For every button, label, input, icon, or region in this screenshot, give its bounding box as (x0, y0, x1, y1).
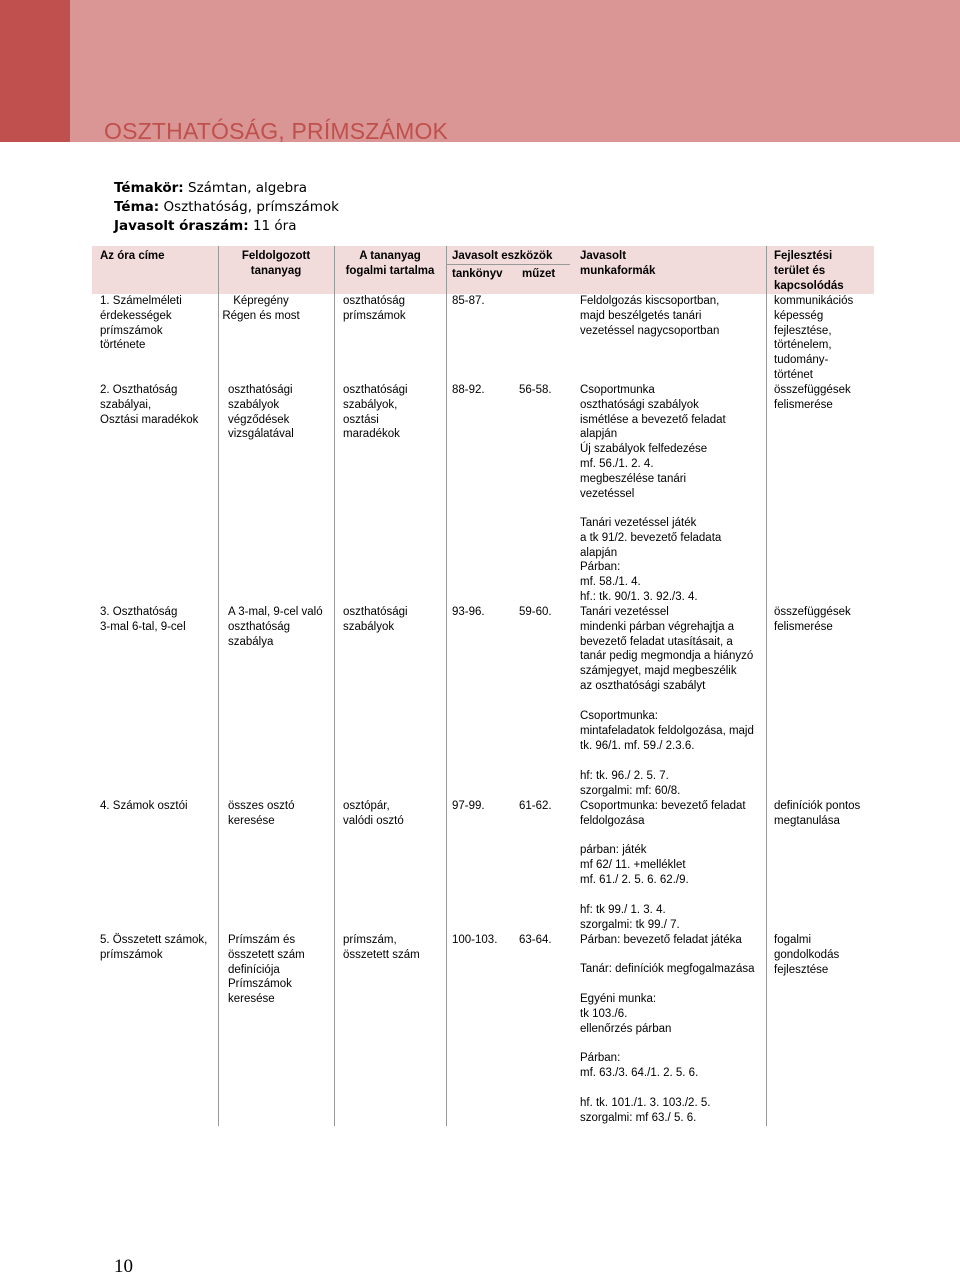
header-tools: Javasolt eszközök (452, 250, 553, 262)
lesson-material: Prímszám és összetett szám definíciója Prímszámok keresése (228, 934, 305, 1006)
homework: hf. tk. 101./1. 3. 103./2. 5. szorgalmi: mf 63./ 5. 6. (580, 1097, 711, 1124)
lesson-title: 3. Oszthatóság 3-mal 6-tal, 9-cel (100, 606, 186, 633)
workbook-pages: 59-60. (519, 606, 552, 618)
header-work-forms: Javasolt munkaformák (580, 250, 656, 277)
homework: hf: tk 99./ 1. 3. 4. szorgalmi: tk 99./ 7. (580, 904, 680, 931)
header-band-accent (0, 0, 70, 142)
theme-value: Oszthatóság, prímszámok (163, 199, 339, 215)
pair-work: Párban: mf. 63./3. 64./1. 2. 5. 6. (580, 1052, 699, 1079)
development-area: fogalmi gondolkodás fejlesztése (774, 934, 840, 976)
lesson-concepts: prímszám, összetett szám (343, 934, 420, 961)
header-concepts: A tananyag fogalmi tartalma (345, 250, 435, 277)
hours-value: 11 óra (252, 218, 297, 234)
header-workbook: műzet (522, 268, 556, 280)
development-area: kommunikációs képesség fejlesztése, történelem, tudomány- történet (774, 295, 854, 381)
column-divider (766, 246, 767, 1126)
work-forms-continued: Tanári vezetéssel játék a tk 91/2. bevezető feladata alapján Párban: mf. 58./1. 4. hf.: tk. 90/1. 3. 92./3. 4. (580, 517, 722, 603)
lesson-title: 4. Számok osztói (100, 800, 188, 812)
development-area: definíciók pontos megtanulása (774, 800, 861, 827)
hours-line (114, 218, 297, 234)
textbook-pages: 88-92. (452, 384, 485, 396)
lesson-title: 5. Összetett számok, prímszámok (100, 934, 208, 961)
page-number: 10 (114, 1256, 133, 1277)
header-subdivider (446, 264, 570, 265)
homework: hf: tk. 96./ 2. 5. 7. szorgalmi: mf: 60/8. (580, 770, 681, 797)
lesson-material: Képregény Régen és most (222, 295, 300, 322)
textbook-pages: 100-103. (452, 934, 498, 946)
workbook-pages: 56-58. (519, 384, 552, 396)
work-forms-continued: Csoportmunka: mintafeladatok feldolgozása, majd tk. 96/1. mf. 59./ 2.3.6. (580, 710, 754, 752)
work-forms: Feldolgozás kiscsoportban, majd beszélgetés tanári vezetéssel nagycsoportban (580, 295, 720, 337)
work-forms: Csoportmunka oszthatósági szabályok ismétlése a bevezető feladat alapján Új szabályok felfedezése mf. 56./1. 2. 4. megbeszélése tanári vezetéssel (580, 384, 726, 500)
header-textbook: tankönyv (452, 268, 503, 280)
textbook-pages: 85-87. (452, 295, 485, 307)
page-title: OSZTHATÓSÁG, PRÍMSZÁMOK (104, 118, 449, 144)
lesson-concepts: oszthatósági szabályok (343, 606, 408, 633)
column-divider (218, 246, 219, 1126)
work-forms-continued: párban: játék mf 62/ 11. +melléklet mf. 61./ 2. 5. 6. 62./9. (580, 844, 689, 886)
lesson-concepts: oszthatóság prímszámok (343, 295, 406, 322)
lesson-material: összes osztó keresése (228, 800, 295, 827)
theme-label: Téma: (114, 199, 160, 215)
lesson-title: 1. Számelméleti érdekességek prímszámok története (100, 295, 182, 352)
work-forms-continued: Tanár: definíciók megfogalmazása (580, 963, 755, 975)
theme-line (114, 199, 339, 215)
work-forms: Csoportmunka: bevezető feladat feldolgozása (580, 800, 746, 827)
topic-label: Témakör: (114, 180, 184, 196)
work-forms: Párban: bevezető feladat játéka (580, 934, 742, 946)
workbook-pages: 61-62. (519, 800, 552, 812)
work-forms: Tanári vezetéssel mindenki párban végrehajtja a bevezető feladat utasításait, a tanár pedig megmondja a hiányzó számjegyet, majd megbeszélik az oszthatósági szabályt (580, 606, 754, 692)
textbook-pages: 97-99. (452, 800, 485, 812)
individual-work: Egyéni munka: tk 103./6. ellenőrzés párban (580, 993, 672, 1035)
development-area: összefüggések felismerése (774, 384, 851, 411)
lesson-material: A 3-mal, 9-cel való oszthatóság szabálya (228, 606, 323, 648)
lesson-material: oszthatósági szabályok végződések vizsgálatával (228, 384, 294, 441)
development-area: összefüggések felismerése (774, 606, 851, 633)
topic-line (114, 180, 307, 196)
lesson-concepts: oszthatósági szabályok, osztási maradékok (343, 384, 408, 441)
lesson-concepts: osztópár, valódi osztó (343, 800, 404, 827)
header-material: Feldolgozott tananyag (241, 250, 311, 277)
hours-label: Javasolt óraszám: (114, 218, 249, 234)
textbook-pages: 93-96. (452, 606, 485, 618)
header-development: Fejlesztési terület és kapcsolódás (774, 250, 844, 292)
header-lesson-title: Az óra címe (100, 250, 165, 262)
workbook-pages: 63-64. (519, 934, 552, 946)
column-divider (446, 246, 447, 1126)
column-divider (334, 246, 335, 1126)
topic-value: Számtan, algebra (188, 180, 308, 196)
lesson-title: 2. Oszthatóság szabályai, Osztási maradékok (100, 384, 199, 426)
